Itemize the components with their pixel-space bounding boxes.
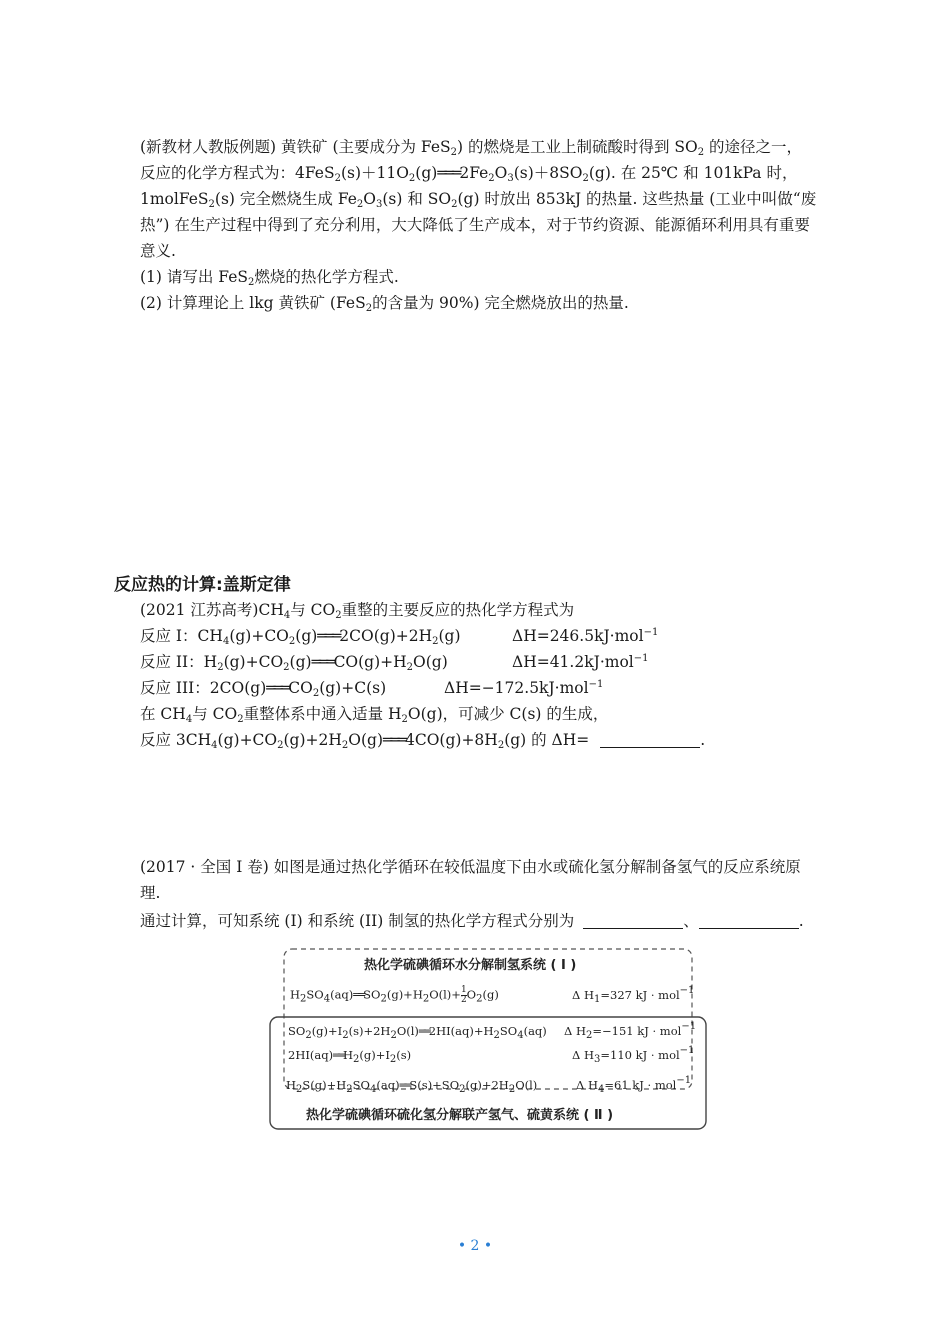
page-number: • 2 • — [457, 1238, 493, 1254]
reaction-2-enthalpy: ΔH=41.2kJ·mol$^{-1}$ — [512, 653, 649, 671]
problem-1-line-1: (新教材人教版例题) 黄铁矿 (主要成分为 FeS$_2$) 的燃烧是工业上制硫酸时得到 $SO_2$ 的途径之一， — [140, 138, 803, 158]
reaction-1: 反应 I：$CH_4(g)+CO_2(g)═══2CO(g)+2H_2(g)$ ΔH=246.5kJ·mol$^{-1}$ — [140, 623, 840, 649]
answer-blank[interactable] — [600, 731, 700, 748]
question-1: (1) 请写出 FeS$_2$燃烧的热化学方程式. — [140, 268, 399, 288]
problem-2-question: 反应 $3CH_4(g)+CO_2(g)+2H_2O(g)═══4CO(g)+8H_2(g)$ 的 ΔH= . — [140, 731, 706, 751]
reaction-2: 反应 II：$H_2(g)+CO_2(g)═══CO(g)+H_2O(g)$ ΔH=41.2kJ·mol$^{-1}$ — [140, 649, 840, 675]
problem-1-line-2: 反应的化学方程式为：$4FeS_2(s)+11O_2(g)═══2Fe_2O_3(s)+8SO_2(g)$. 在 25℃ 和 101kPa 时， — [140, 164, 798, 184]
problem-2-line-5: 在 $CH_4$与 $CO_2$重整体系中通入适量 $H_2O(g)$，可减少 C(s) 的生成， — [140, 705, 609, 725]
reaction-1-enthalpy: ΔH=246.5kJ·mol$^{-1}$ — [512, 627, 659, 645]
diagram-dh-2: Δ $H_2=-151$ kJ · mol$^{-1}$ — [564, 1021, 697, 1041]
problem-3-line-2: 理. — [140, 884, 161, 902]
answer-blank-system-2[interactable] — [699, 912, 799, 929]
diagram-dh-1: Δ $H_1=327$ kJ · mol$^{-1}$ — [572, 985, 695, 1005]
problem-1-line-5: 意义. — [140, 242, 176, 260]
problem-3 — [140, 854, 840, 934]
diagram-eq-3: $2HI(aq)══H_2(g)+I_2(s)$ — [288, 1048, 412, 1065]
problem-2-intro: (2021 江苏高考)$CH_4$与 $CO_2$重整的主要反应的热化学方程式为 — [140, 601, 575, 621]
diagram-dh-3: Δ $H_3=110$ kJ · mol$^{-1}$ — [572, 1045, 695, 1065]
reaction-3-enthalpy: ΔH=−172.5kJ·mol$^{-1}$ — [444, 679, 604, 697]
problem-2 — [140, 597, 840, 753]
reaction-arrow: ═══ — [266, 679, 289, 697]
answer-blank-system-1[interactable] — [583, 912, 683, 929]
problem-1-line-3: 1molFeS$_2$(s) 完全燃烧生成 $Fe_2O_3(s)$ 和 $SO_2(g)$ 时放出 853kJ 的热量. 这些热量 (工业中叫做“废 — [140, 190, 817, 210]
fraction-one-half: $\frac{1}{2}$ — [460, 985, 467, 1005]
reaction-3: 反应 III：$2CO(g)═══CO_2(g)+C(s)$ ΔH=−172.5kJ·mol$^{-1}$ — [140, 675, 840, 701]
reaction-arrow: ═══ — [383, 731, 405, 749]
reaction-arrow: ═══ — [437, 164, 460, 182]
problem-3-line-1: (2017 · 全国 I 卷) 如图是通过热化学循环在较低温度下由水或硫化氢分解制备氢气的反应系统原 — [140, 858, 801, 876]
problem-1 — [140, 134, 840, 316]
sulfur-iodine-cycle-diagram — [268, 946, 708, 1132]
diagram-dh-4: Δ $H_4=61$ kJ · mol$^{-1}$ — [576, 1075, 692, 1095]
system-2-title: 热化学硫碘循环硫化氢分解联产氢气、硫黄系统 ( Ⅱ ) — [306, 1108, 614, 1123]
diagram-eq-1: $H_2SO_4(aq)══SO_2(g)+H_2O(l)+$ $\frac{1}{2}$ $O_2(g)$ — [290, 985, 499, 1005]
reaction-arrow: ═══ — [317, 627, 340, 645]
diagram-eq-4: $H_2S(g)+H_2SO_4(aq)══S(s)+SO_2(g)+2H_2O(l)$ — [286, 1078, 538, 1095]
reaction-arrow: ═══ — [311, 653, 334, 671]
diagram-eq-2: $SO_2(g)+I_2(s)+2H_2O(l)══2HI(aq)+H_2SO_4(aq)$ — [288, 1024, 547, 1041]
section-heading: 反应热的计算:盖斯定律 — [114, 575, 291, 595]
system-1-title: 热化学硫碘循环水分解制氢系统 ( Ⅰ ) — [364, 958, 577, 973]
problem-1-line-4: 热”) 在生产过程中得到了充分利用，大大降低了生产成本，对于节约资源、能源循环利用具有重要 — [140, 216, 810, 234]
question-2: (2) 计算理论上 lkg 黄铁矿 (FeS$_2$的含量为 90%) 完全燃烧放出的热量. — [140, 294, 629, 314]
problem-3-line-3: 通过计算，可知系统 (I) 和系统 (II) 制氢的热化学方程式分别为 、 . — [140, 912, 804, 930]
